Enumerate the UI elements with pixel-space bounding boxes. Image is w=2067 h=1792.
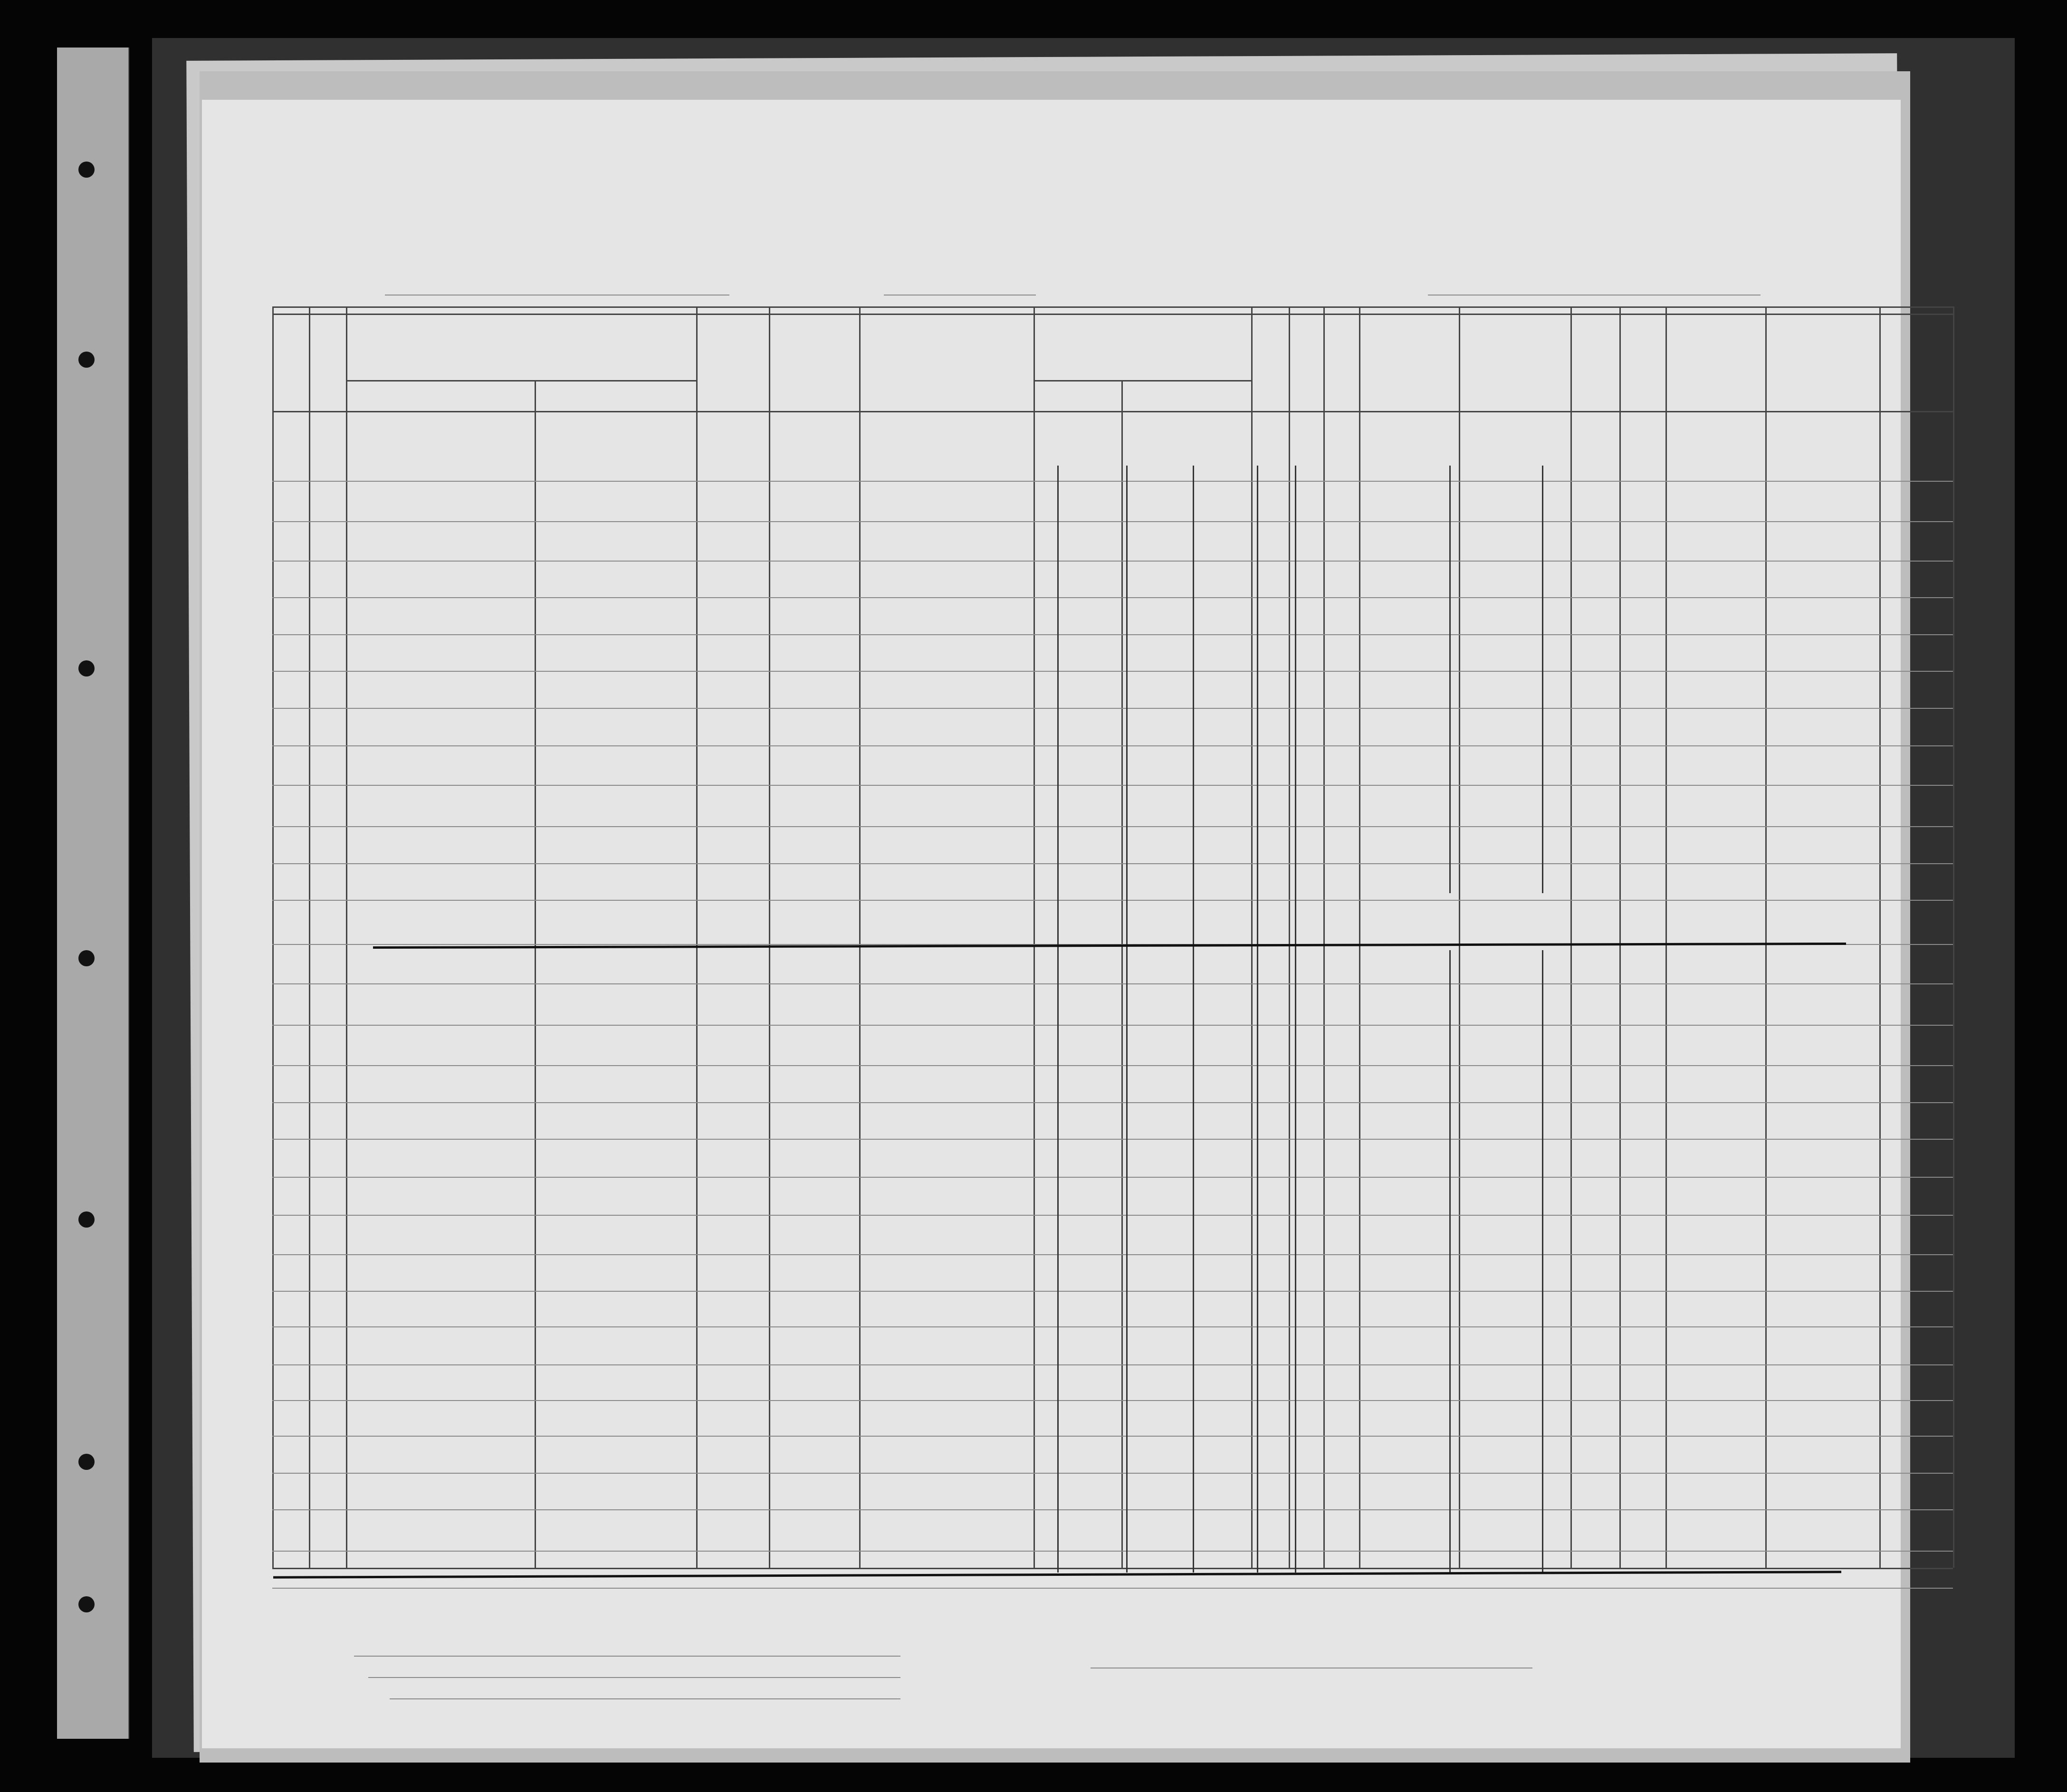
row-rule: [272, 900, 1953, 901]
column-rule: [309, 306, 310, 1568]
column-rule: [1323, 306, 1325, 1568]
name-sub-rule: [346, 380, 696, 381]
header-num-rule: [272, 314, 1953, 315]
binder-hole: [78, 950, 95, 966]
ditto-line: [1257, 466, 1258, 1573]
row-rule: [272, 745, 1953, 746]
strike-row-14: [373, 943, 1846, 949]
row-rule: [272, 1291, 1953, 1292]
column-rule: [1570, 306, 1572, 1568]
row-rule: [272, 1254, 1953, 1255]
ditto-line: [1057, 466, 1059, 1573]
row-rule: [272, 785, 1953, 786]
table-bottom-rule: [272, 1568, 1953, 1569]
column-rule: [1619, 306, 1621, 1568]
column-rule: [1289, 306, 1290, 1568]
ditto-line: [1193, 466, 1194, 1573]
row-rule: [272, 481, 1953, 482]
row-rule: [272, 983, 1953, 984]
row-rule: [272, 1102, 1953, 1103]
row-rule: [272, 561, 1953, 562]
binder-hole: [78, 1211, 95, 1228]
column-rule: [1665, 306, 1667, 1568]
ditto-line: [1449, 466, 1451, 893]
row-rule: [272, 826, 1953, 827]
ditto-line: [1542, 466, 1543, 893]
ditto-line: [1542, 950, 1543, 1573]
row-rule: [272, 634, 1953, 635]
column-rule: [272, 306, 274, 1568]
column-rule: [1879, 306, 1881, 1568]
ditto-line: [1449, 950, 1451, 1573]
header-top-rule: [272, 306, 1953, 308]
column-rule: [1251, 306, 1253, 1568]
column-rule: [1459, 306, 1460, 1568]
row-rule: [272, 597, 1953, 598]
binder-hole: [78, 660, 95, 677]
binder-strip: [57, 48, 129, 1739]
ditto-line: [1126, 466, 1128, 1573]
column-rule: [1765, 306, 1767, 1568]
ditto-line: [1295, 466, 1296, 1573]
column-rule: [696, 306, 698, 1568]
binder-hole: [78, 162, 95, 178]
binder-hole: [78, 1596, 95, 1612]
row-rule: [272, 1364, 1953, 1365]
column-rule-given: [535, 380, 536, 1568]
row-rule: [272, 1139, 1953, 1140]
column-rule: [1034, 306, 1035, 1568]
shipped-sub-rule: [1034, 380, 1251, 381]
header-bottom-rule: [272, 411, 1953, 412]
column-rule: [1359, 306, 1360, 1568]
column-rule-where: [1121, 380, 1123, 1568]
row-rule: [272, 1509, 1953, 1510]
row-rule: [272, 1065, 1953, 1066]
manifest-sheet: [202, 100, 1901, 1748]
row-rule: [272, 1473, 1953, 1474]
row-rule: [272, 1436, 1953, 1437]
row-rule: [272, 1215, 1953, 1216]
row-rule: [272, 521, 1953, 522]
row-rule: [272, 1551, 1953, 1552]
binder-hole: [78, 1454, 95, 1470]
binder-hole: [78, 352, 95, 368]
row-rule: [272, 708, 1953, 709]
row-rule: [272, 1588, 1953, 1589]
row-rule: [272, 1025, 1953, 1026]
row-rule: [272, 1177, 1953, 1178]
row-rule: [272, 1326, 1953, 1327]
column-rule: [769, 306, 770, 1568]
row-rule: [272, 671, 1953, 672]
column-rule: [859, 306, 861, 1568]
row-rule: [272, 1400, 1953, 1401]
column-rule: [1953, 306, 1954, 1568]
column-rule: [346, 306, 347, 1568]
row-rule: [272, 863, 1953, 864]
